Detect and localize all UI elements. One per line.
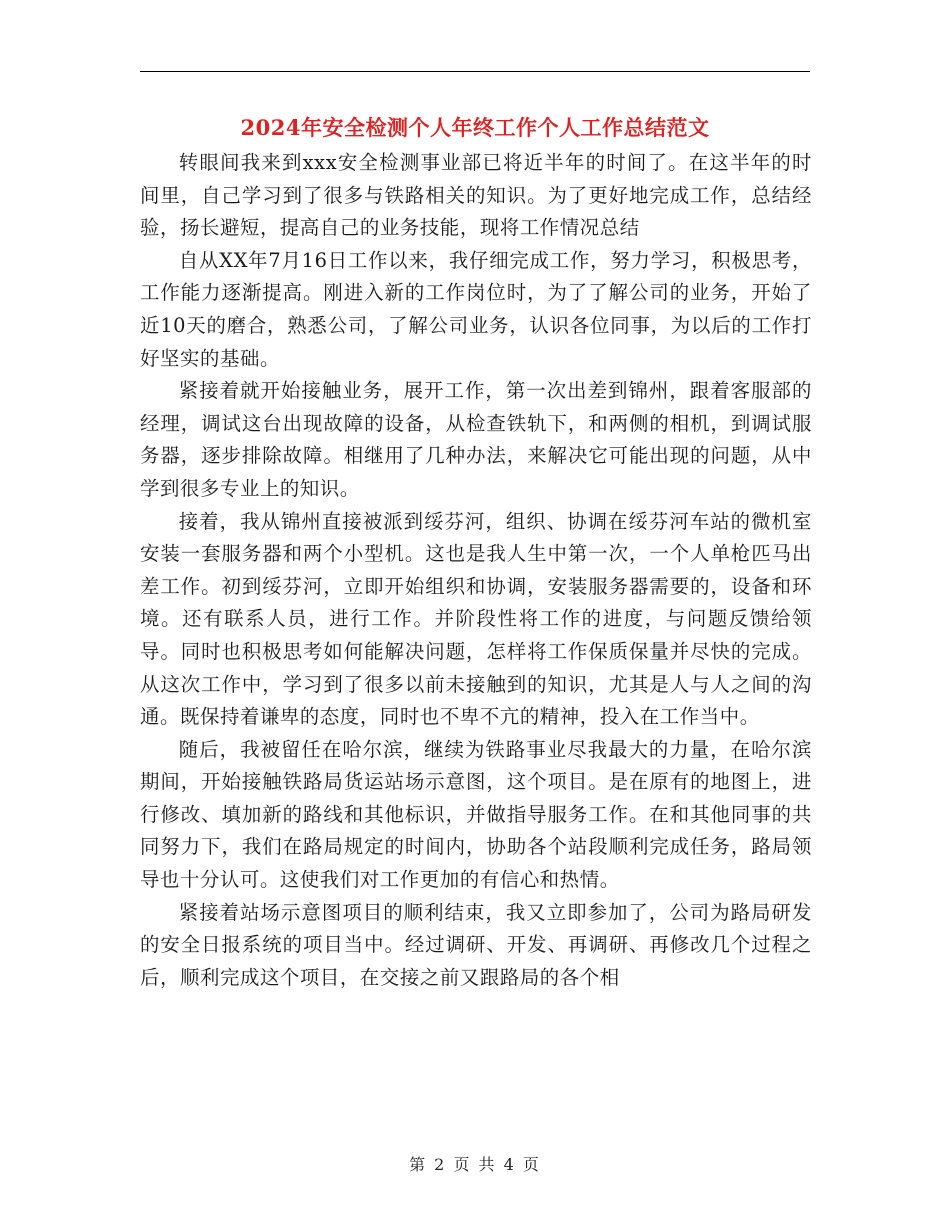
paragraph: 自从XX年7月16日工作以来，我仔细完成工作，努力学习，积极思考，工作能力逐渐提高。刚进入新的工作岗位时，为了了解公司的业务，开始了近10天的磨合，熟悉公司，了解公司业务，认识各位同事，为以后的工作打好坚实的基础。 <box>140 248 812 370</box>
document-title: 2024年安全检测个人年终工作个人工作总结范文 <box>240 115 710 140</box>
paragraph: 紧接着就开始接触业务，展开工作，第一次出差到锦州，跟着客服部的经理，调试这台出现故障的设备，从检查铁轨下，和两侧的相机，到调试服务器，逐步排除故障。相继用了几种办法，来解决它可能出现的问题，从中学到很多专业上的知识。 <box>140 379 812 500</box>
paragraph: 转眼间我来到xxx安全检测事业部已将近半年的时间了。在这半年的时间里，自己学习到了很多与铁路相关的知识。为了更好地完成工作，总结经验，扬长避短，提高自己的业务技能，现将工作情况总结 <box>140 151 812 240</box>
document-body <box>140 147 812 994</box>
header-rule <box>140 71 810 72</box>
paragraph: 接着，我从锦州直接被派到绥芬河，组织、协调在绥芬河车站的微机室安装一套服务器和两个小型机。这也是我人生中第一次，一个人单枪匹马出差工作。初到绥芬河，立即开始组织和协调，安装服务器需要的，设备和环境。还有联系人员，进行工作。并阶段性将工作的进度，与问题反馈给领导。同时也积极思考如何能解决问题，怎样将工作保质保量并尽快的完成。从这次工作中，学习到了很多以前未接触到的知识，尤其是人与人之间的沟通。既保持着谦卑的态度，同时也不卑不亢的精神，投入在工作当中。 <box>140 509 812 729</box>
paragraph: 随后，我被留任在哈尔滨，继续为铁路事业尽我最大的力量，在哈尔滨期间，开始接触铁路局货运站场示意图，这个项目。是在原有的地图上，进行修改、填加新的路线和其他标识，并做指导服务工作。在和其他同事的共同努力下，我们在路局规定的时间内，协助各个站段顺利完成任务，路局领导也十分认可。这使我们对工作更加的有信心和热情。 <box>140 737 812 892</box>
page-number-footer: 第 2 页 共 4 页 <box>409 1155 541 1174</box>
paragraph: 紧接着站场示意图项目的顺利结束，我又立即参加了，公司为路局研发的安全日报系统的项目当中。经过调研、开发、再调研、再修改几个过程之后，顺利完成这个项目，在交接之前又跟路局的各个相 <box>140 900 812 989</box>
